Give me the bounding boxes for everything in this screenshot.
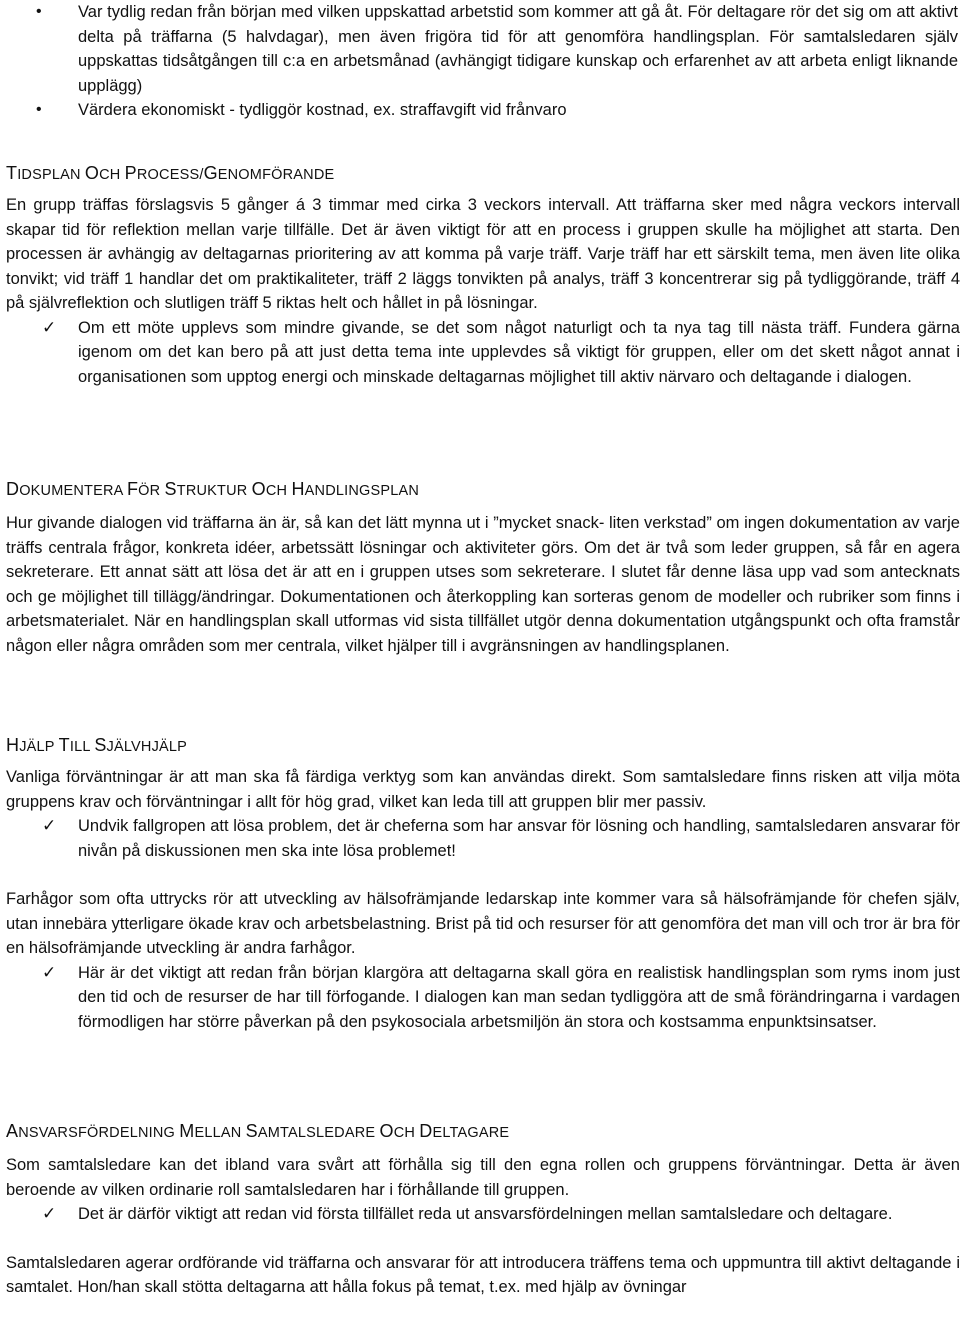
check-icon: ✓ [42, 1204, 57, 1223]
checklist-item [6, 814, 960, 863]
checklist-text: Det är därför viktigt att redan vid första tillfället reda ut ansvarsfördelningen mellan samtalsledare och deltagare. [78, 1205, 893, 1223]
section-ansvar [6, 1121, 960, 1300]
bullet-icon: • [36, 3, 42, 20]
section-paragraph: Vanliga förväntningar är att man ska få färdiga verktyg som kan användas direkt. Som samtalsledare finns risken att vilja möta gruppens krav och förväntningar i allt för hög grad, vilket kan leda till att gruppen blir mer passiv. [6, 768, 960, 811]
section-paragraph: En grupp träffas förslagsvis 5 gånger á 3 timmar med cirka 3 veckors intervall. Att träffarna sker med några veckors intervall skapar tid för reflektion mellan varje tillfälle. Det är även viktigt för att en process i gruppen skulle ha möjlighet att starta. Den processen är avhängig av deltagarnas prioritering av att komma på varje träff. Varje träff har ett särskilt tema, men även lite olika tonvikt; vid träff 1 handlar det om praktikaliteter, träff 2 läggs tonvikten på analys, träff 3 koncentrerar sig på tydliggörande, träff 4 på självreflektion och slutligen träff 5 riktas helt och hållet in på lösningar. [6, 196, 960, 312]
section-paragraph: Samtalsledaren agerar ordförande vid träffarna och ansvarar för att introducera träffens tema och uppmuntra till aktivt deltagande i samtalet. Hon/han skall stötta deltagarna att hålla fokus på temat, t.ex. med hjälp av övningar [6, 1253, 960, 1296]
check-icon: ✓ [42, 317, 57, 337]
section-heading: DOKUMENTERA FÖR STRUKTUR OCH HANDLINGSPLAN [6, 479, 420, 499]
bullet-item [36, 98, 960, 123]
section-paragraph: Hur givande dialogen vid träffarna än är, så kan det lätt mynna ut i ”mycket snack- liten verkstad” om ingen dokumentation av varje träffs centrala frågor, konkreta idéer, arbetssätt lösningar och aktiviteter görs. Om det är två som leder gruppen, så får en agera sekreterare. Ett annat sätt att lösa det är att en i gruppen utses som sekreterare. I slutet får denne läsa upp vad som antecknats och ge möjlighet till tillägg/ändringar. Dokumentationen och återkoppling kan sorteras genom de modeller och rubriker som finns i arbetsmaterialet. När en handlingsplan skall utformas vid sista tillfället utgör denna dokumentation utgångspunkt och ofta framstår någon eller några områden som mer centrala, vilket hjälper till i avgränsningen av handlingsplanen. [6, 514, 960, 655]
section-heading: HJÄLP TILL SJÄLVHJÄLP [6, 735, 188, 755]
checklist-item [6, 961, 960, 1035]
bullet-text: Var tydlig redan från början med vilken uppskattad arbetstid som kommer att gå åt. För deltagare rör det sig om att aktivt delta på träffarna (5 halvdagar), men även frigöra tid för att genomföra handlingsplan. För samtalsledaren själv uppskattas tidsåtgången till c:a en arbetsmånad (avhängigt tidigare kunskap och erfarenhet av att arbeta enligt liknande upplägg) [78, 3, 958, 95]
section-heading: ANSVARSFÖRDELNING MELLAN SAMTALSLEDARE OCH DELTAGARE [6, 1121, 510, 1141]
section-paragraph: Som samtalsledare kan det ibland vara svårt att förhålla sig till den egna rollen och gruppens förväntningar. Detta är även beroende av vilken ordinarie roll samtalsledaren har i förhållande till gruppen. [6, 1156, 960, 1199]
bullet-text: Värdera ekonomiskt - tydliggör kostnad, ex. straffavgift vid frånvaro [78, 101, 567, 119]
checklist-text: Här är det viktigt att redan från början klargöra att deltagarna skall göra en realistisk handlingsplan som ryms inom just den tid och de resurser de har till förfogande. I dialogen kan man sedan tydliggöra att de små förändringarna i vardagen förmodligen har större påverkan på den psykosociala arbetsmiljön än stora och kostsamma enpunktsinsatser. [78, 963, 960, 1031]
check-icon: ✓ [42, 816, 57, 835]
checklist-item [6, 1202, 960, 1227]
section-paragraph: Farhågor som ofta uttrycks rör att utveckling av hälsofrämjande ledarskap inte kommer vara så hälsofrämjande för chefen själv, utan innebära ytterligare ökade krav och arbetsbelastning. Brist på tid och resurser för att genomföra det man vill och tror är bra för en hälsofrämjande utveckling är andra farhågor. [6, 890, 960, 957]
checklist-item [6, 316, 960, 390]
section-heading: TIDSPLAN OCH PROCESS/GENOMFÖRANDE [6, 163, 335, 183]
bullet-item [36, 0, 960, 98]
section-tidsplan [6, 163, 960, 389]
check-icon: ✓ [42, 962, 57, 982]
checklist-text: Undvik fallgropen att lösa problem, det är cheferna som har ansvar för lösning och handling, samtalsledaren ansvarar för nivån på diskussionen men ska inte lösa problemet! [78, 817, 960, 860]
checklist-text: Om ett möte upplevs som mindre givande, se det som något naturligt och ta nya tag till nästa träff. Fundera gärna igenom om det kan bero på att just detta tema inte upplevdes så viktigt för gruppen, eller om det skett något annat i organisationen som upptog energi och minskade deltagarnas möjlighet till aktiv närvaro och deltagande i dialogen. [78, 318, 960, 386]
section-hjalp [6, 735, 960, 1034]
bullet-icon: • [36, 101, 42, 118]
section-dokumentera [6, 479, 960, 658]
